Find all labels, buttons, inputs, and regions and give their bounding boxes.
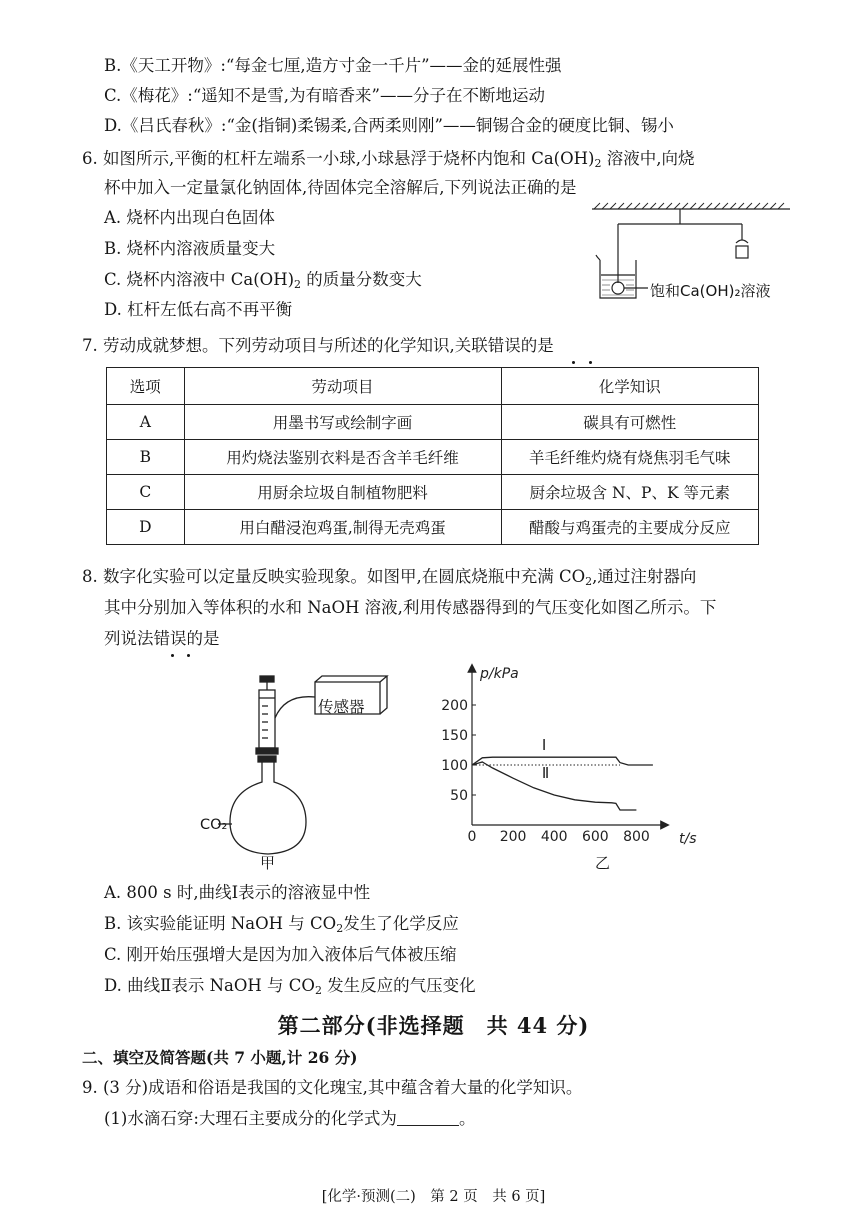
figure-yi-caption: 乙 bbox=[595, 854, 611, 872]
series-label: Ⅱ bbox=[541, 764, 550, 783]
x-tick-label: 600 bbox=[581, 829, 609, 845]
q7-table bbox=[106, 367, 759, 545]
part2-title: 第二部分(非选择题 共 44 分) bbox=[277, 1013, 590, 1038]
table-cell: 用厨余垃圾自制植物肥料 bbox=[184, 475, 501, 510]
flask-apparatus-figure bbox=[190, 672, 420, 872]
q9-stem: 9. (3 分)成语和俗语是我国的文化瑰宝,其中蕴含着大量的化学知识。 bbox=[82, 1078, 583, 1097]
table-row bbox=[107, 475, 759, 510]
emphasis-dot bbox=[171, 654, 174, 657]
y-tick-label: 200 bbox=[441, 698, 468, 714]
q8-stem-line1: 8. 数字化实验可以定量反映实验现象。如图甲,在圆底烧瓶中充满 $CO_2$,通过注射器向 bbox=[82, 567, 697, 588]
y-tick-label: 100 bbox=[441, 758, 468, 774]
y-axis-label: p/kPa bbox=[480, 666, 519, 682]
y-tick-label: 150 bbox=[441, 728, 468, 744]
sensor-label: 传感器 bbox=[318, 698, 365, 716]
table-row bbox=[107, 510, 759, 545]
q5-option-d: D.《吕氏春秋》:“金(指铜)柔锡柔,合两柔则刚”——铜锡合金的硬度比铜、锡小 bbox=[104, 116, 674, 135]
table-cell: 醋酸与鸡蛋壳的主要成分反应 bbox=[501, 510, 758, 545]
q8-option-d: D. 曲线Ⅱ表示 NaOH 与 $CO_2$ 发生反应的气压变化 bbox=[104, 976, 476, 997]
x-tick-label: 400 bbox=[540, 829, 568, 845]
y-tick-label: 50 bbox=[450, 788, 468, 804]
series-line-2 bbox=[472, 762, 636, 810]
q8-stem-line2: 其中分别加入等体积的水和 NaOH 溶液,利用传感器得到的气压变化如图乙所示。下 bbox=[104, 598, 717, 617]
q8-option-b: B. 该实验能证明 NaOH 与 $CO_2$发生了化学反应 bbox=[104, 914, 459, 935]
q5-option-c: C.《梅花》:“遥知不是雪,为有暗香来”——分子在不断地运动 bbox=[104, 86, 545, 105]
q8-option-c: C. 刚开始压强增大是因为加入液体后气体被压缩 bbox=[104, 945, 457, 964]
answer-blank[interactable] bbox=[397, 1111, 459, 1126]
table-cell: C bbox=[107, 475, 185, 510]
q6-option-d: D. 杠杆左低右高不再平衡 bbox=[104, 300, 293, 319]
page-footer: [化学·预测(二) 第 2 页 共 6 页] bbox=[321, 1189, 546, 1205]
figure-jia-caption: 甲 bbox=[260, 854, 276, 872]
table-cell: D bbox=[107, 510, 185, 545]
x-tick-label: 200 bbox=[499, 829, 527, 845]
pressure-chart bbox=[430, 660, 705, 875]
table-header-row bbox=[107, 368, 759, 405]
q5-option-b: B.《天工开物》:“每金七厘,造方寸金一千片”——金的延展性强 bbox=[104, 56, 562, 75]
emphasis-wrong: 错误 bbox=[487, 336, 521, 355]
saturated-solution-label: 饱和Ca(OH)₂溶液 bbox=[650, 282, 771, 300]
q8-stem-line3: 列说法错误的是 bbox=[104, 629, 220, 648]
table-row bbox=[107, 405, 759, 440]
table-cell: A bbox=[107, 405, 185, 440]
q8-option-a: A. 800 s 时,曲线Ⅰ表示的溶液显中性 bbox=[104, 883, 371, 902]
emphasis-dot bbox=[187, 654, 190, 657]
table-header: 化学知识 bbox=[501, 368, 758, 405]
table-cell: 用墨书写或绘制字画 bbox=[184, 405, 501, 440]
table-cell: 用白醋浸泡鸡蛋,制得无壳鸡蛋 bbox=[184, 510, 501, 545]
x-axis-label: t/s bbox=[679, 831, 697, 847]
q7-stem: 7. 劳动成就梦想。下列劳动项目与所述的化学知识,关联错误的是 bbox=[82, 336, 554, 355]
q6-stem-line1: 6. 如图所示,平衡的杠杆左端系一小球,小球悬浮于烧杯内饱和 $Ca(OH)_2$ 溶液中,向烧 bbox=[82, 149, 695, 170]
q6-option-a: A. 烧杯内出现白色固体 bbox=[104, 208, 275, 227]
table-cell: 用灼烧法鉴别衣料是否含羊毛纤维 bbox=[184, 440, 501, 475]
section-heading: 二、填空及简答题(共 7 小题,计 26 分) bbox=[82, 1048, 358, 1067]
q6-option-c: C. 烧杯内溶液中 $Ca(OH)_2$ 的质量分数变大 bbox=[104, 270, 422, 291]
q6-option-b: B. 烧杯内溶液质量变大 bbox=[104, 239, 276, 258]
q6-stem-line2: 杯中加入一定量氯化钠固体,待固体完全溶解后,下列说法正确的是 bbox=[104, 178, 577, 197]
series-line-1 bbox=[472, 757, 653, 765]
co2-label: CO₂ bbox=[200, 817, 228, 833]
series-label: Ⅰ bbox=[541, 736, 547, 754]
q9-part1: (1)水滴石穿:大理石主要成分的化学式为 。 bbox=[104, 1109, 476, 1128]
table-cell: 碳具有可燃性 bbox=[501, 405, 758, 440]
emphasis-dot bbox=[572, 361, 575, 364]
table-row bbox=[107, 440, 759, 475]
table-cell: B bbox=[107, 440, 185, 475]
x-tick-label: 0 bbox=[467, 829, 477, 845]
emphasis-dot bbox=[589, 361, 592, 364]
x-tick-label: 800 bbox=[623, 829, 650, 845]
table-cell: 厨余垃圾含 N、P、K 等元素 bbox=[501, 475, 758, 510]
table-header: 选项 bbox=[107, 368, 185, 405]
table-cell: 羊毛纤维灼烧有烧焦羽毛气味 bbox=[501, 440, 758, 475]
table-header: 劳动项目 bbox=[184, 368, 501, 405]
